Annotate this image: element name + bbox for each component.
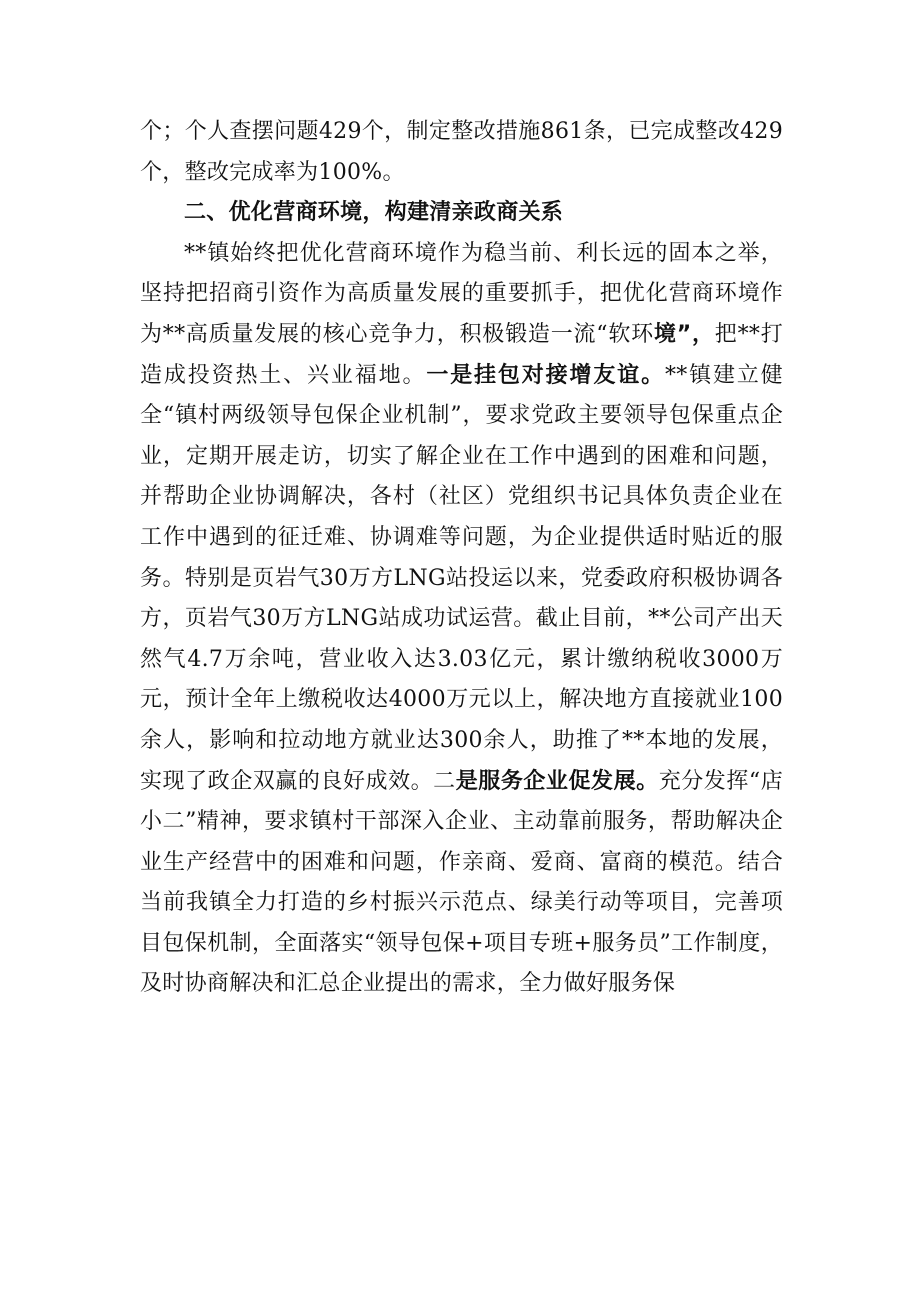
body-text-part1: **镇始终把优化营商环境作为稳当前、利长远的固本之举，坚持把招商引资作为高质量发展的重要抓手，把优化营商环境作为**高质量发展的核心竞争力，积极锻造一流“软环: [140, 240, 783, 347]
body-text-part4: 充分发挥“店小二”精神，要求镇村干部深入企业、主动靠前服务，帮助解决企业生产经营中的困难和问题，作亲商、爱商、富商的模范。结合当前我镇全力打造的乡村振兴示范点、绿美行动等项目，完善项目包保机制，全面落实“领导包保+项目专班+服务员”工作制度，及时协商解决和汇总企业提出的需求，全力做好服务保: [140, 768, 783, 997]
section-heading: 二、优化营商环境，构建清亲政商关系: [184, 200, 564, 226]
body-paragraph: [140, 234, 783, 1005]
highlight-two: 是服务企业促发展。: [455, 768, 659, 794]
intro-paragraph: 个；个人查摆问题429个，制定整改措施861条，已完成整改429个，整改完成率为100%。: [140, 119, 783, 185]
body-text-part1-bold: 境”，: [653, 321, 715, 347]
body-text-part2: 把**打造成投资热土、兴业福地。: [140, 321, 783, 388]
body-text-part3: **镇建立健全“镇村两级领导包保企业机制”，要求党政主要领导包保重点企业，定期开展走访，切实了解企业在工作中遇到的困难和问题，并帮助企业协调解决，各村（社区）党组织书记具体负责企业在工作中遇到的征迁难、协调难等问题，为企业提供适时贴近的服务。特别是页岩气30万方LNG站投运以来，党委政府积极协调各方，页岩气30万方LNG站成功试运营。截止目前，**公司产出天然气4.7万余吨，营业收入达3.03亿元，累计缴纳税收3000万元，预计全年上缴税收达4000万元以上，解决地方直接就业100余人，影响和拉动地方就业达300余人，助推了**本地的发展，实现了政企双赢的良好成效。二: [140, 362, 783, 794]
highlight-one: 一是挂包对接增友谊。: [426, 362, 665, 388]
